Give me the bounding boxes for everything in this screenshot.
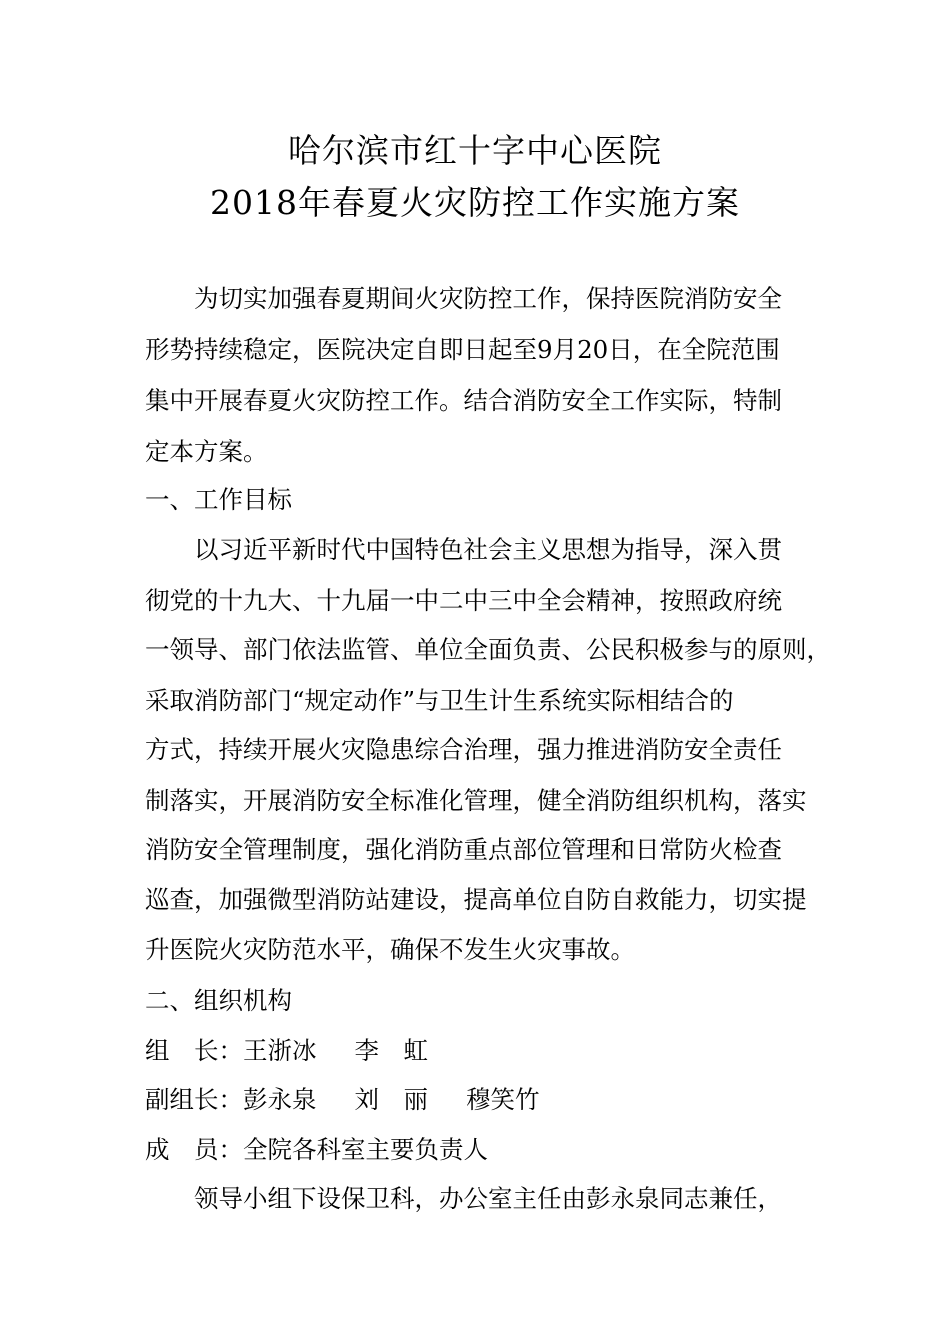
intro-line: 形势持续稳定，医院决定自即日起至9月20日，在全院范围 (145, 335, 780, 364)
document-title-line1: 哈尔滨市红十字中心医院 (288, 131, 662, 170)
section1-line: 制落实，开展消防安全标准化管理，健全消防组织机构，落实 (145, 786, 807, 815)
section1-heading: 一、工作目标 (145, 485, 292, 514)
document-title-line2: 2018年春夏火灾防控工作实施方案 (210, 183, 740, 222)
section1-line: 一领导、部门依法监管、单位全面负责、公民积极参与的原则， (145, 635, 831, 664)
deputy-name: 穆笑竹 (466, 1085, 540, 1114)
section1-line: 巡查，加强微型消防站建设，提高单位自防自救能力，切实提 (145, 885, 807, 914)
deputy-name: 刘 丽 (354, 1085, 428, 1114)
section1-line: 升医院火灾防范水平，确保不发生火灾事故。 (145, 935, 635, 964)
section2-heading: 二、组织机构 (145, 986, 292, 1015)
leader-name: 王浙冰 (243, 1036, 317, 1065)
intro-line: 为切实加强春夏期间火灾防控工作，保持医院消防安全 (194, 284, 782, 313)
intro-line: 集中开展春夏火灾防控工作。结合消防安全工作实际，特制 (145, 386, 782, 415)
deputy-name: 彭永泉 (243, 1085, 317, 1114)
leader-label: 组 长： (145, 1036, 243, 1065)
member-row (145, 1134, 825, 1166)
intro-line: 定本方案。 (145, 437, 268, 466)
section1-line: 采取消防部门“规定动作”与卫生计生系统实际相结合的 (145, 686, 734, 715)
leader-row (145, 1035, 825, 1067)
section1-line: 消防安全管理制度，强化消防重点部位管理和日常防火检查 (145, 835, 782, 864)
section1-line: 彻党的十九大、十九届一中二中三中全会精神，按照政府统 (145, 586, 782, 615)
deputy-label: 副组长： (145, 1085, 243, 1114)
leader-name: 李 虹 (354, 1036, 428, 1065)
section1-line: 以习近平新时代中国特色社会主义思想为指导，深入贯 (194, 535, 782, 564)
member-value: 全院各科室主要负责人 (243, 1135, 488, 1164)
last-line: 领导小组下设保卫科，办公室主任由彭永泉同志兼任， (194, 1184, 782, 1213)
section1-line: 方式，持续开展火灾隐患综合治理，强力推进消防安全责任 (145, 735, 782, 764)
member-label: 成 员： (145, 1135, 243, 1164)
deputy-row (145, 1084, 825, 1116)
